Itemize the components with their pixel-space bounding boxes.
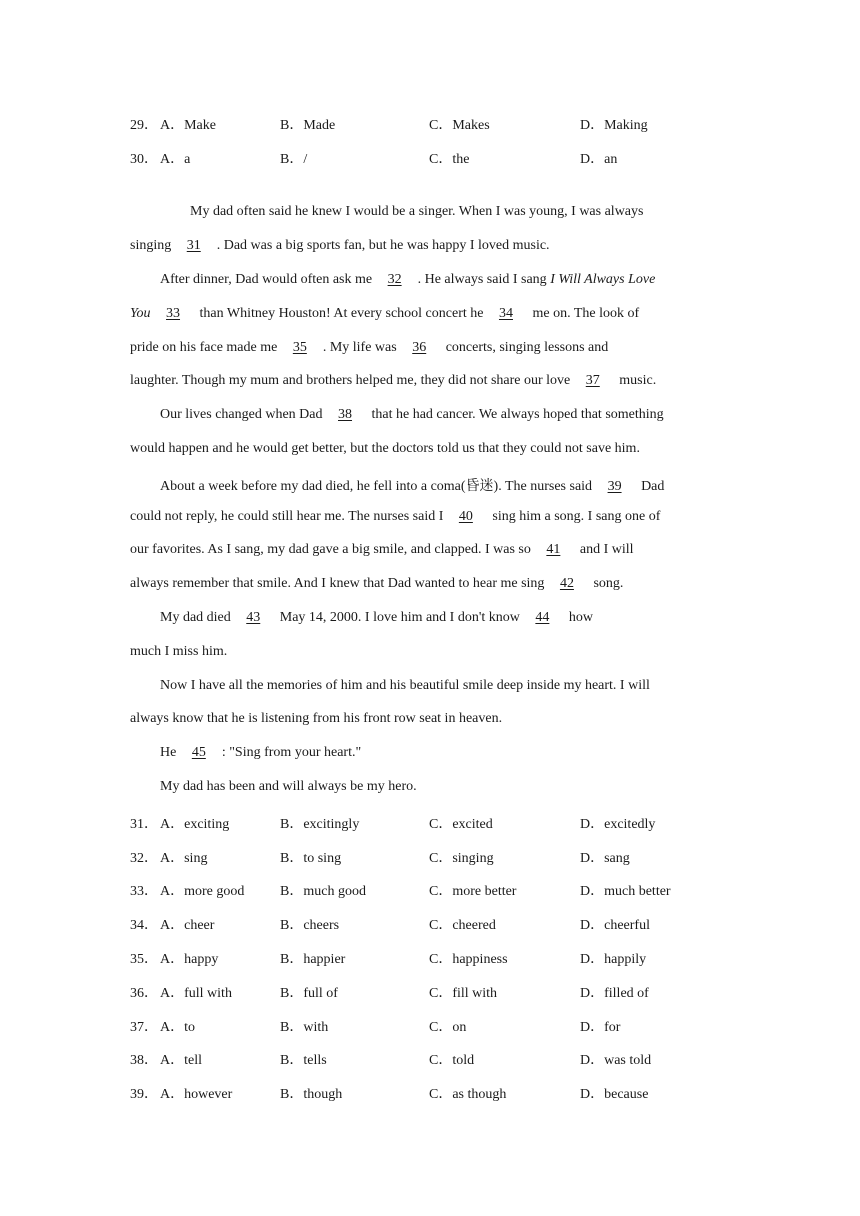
question-number: 34． (130, 918, 158, 933)
option-b: B．excitingly (280, 817, 360, 832)
text-fragment: concerts, singing lessons and (445, 340, 609, 355)
option-c: C．singing (429, 851, 494, 866)
option-a: A．full with (160, 986, 232, 1001)
option-c: C．more better (429, 884, 517, 899)
option-d: D．was told (580, 1053, 652, 1068)
blank-32: 32 (387, 272, 402, 287)
option-d: D．much better (580, 884, 671, 899)
passage-line (130, 644, 730, 664)
text-fragment: . He always said I sang (417, 272, 547, 287)
text-fragment: would happen and he would get better, but the doctors told us that they could not save him. (130, 441, 640, 456)
option-c: C．happiness (429, 952, 508, 967)
text-fragment: My dad has been and will always be my hero. (160, 779, 417, 794)
option-b: B．with (280, 1020, 329, 1035)
passage-line (190, 204, 730, 224)
passage-line (160, 745, 730, 765)
option-d: D．Making (580, 118, 648, 133)
option-d: D．sang (580, 851, 630, 866)
passage-line (160, 475, 730, 495)
passage-line (130, 306, 730, 326)
text-fragment: Now I have all the memories of him and his beautiful smile deep inside my heart. I will (160, 678, 650, 693)
option-b: B．Made (280, 118, 336, 133)
text-fragment: song. (593, 576, 624, 591)
question-number: 37． (130, 1020, 158, 1035)
blank-42: 42 (559, 576, 574, 591)
option-a: A．to (160, 1020, 195, 1035)
question-number: 35． (130, 952, 158, 967)
option-c: C．the (429, 152, 470, 167)
text-fragment: sing him a song. I sang one of (492, 509, 661, 524)
blank-44: 44 (535, 610, 550, 625)
option-a: A．tell (160, 1053, 202, 1068)
question-number: 36． (130, 986, 158, 1001)
text-fragment: singing (130, 238, 172, 253)
blank-35: 35 (292, 340, 307, 355)
option-d: D．cheerful (580, 918, 650, 933)
text-fragment: About a week before my dad died, he fell into a coma(昏迷). The nurses said (160, 479, 593, 494)
option-d: D．because (580, 1087, 649, 1102)
text-fragment: than Whitney Houston! At every school concert he (199, 306, 484, 321)
option-b: B．much good (280, 884, 366, 899)
text-fragment: our favorites. As I sang, my dad gave a big smile, and clapped. I was so (130, 542, 531, 557)
passage-line (130, 373, 730, 393)
question-number: 32． (130, 851, 158, 866)
passage-line (130, 711, 730, 731)
option-d: D．filled of (580, 986, 649, 1001)
blank-37: 37 (585, 373, 600, 388)
blank-39: 39 (607, 479, 622, 494)
option-a: A．Make (160, 118, 216, 133)
option-c: C．cheered (429, 918, 496, 933)
text-fragment: Our lives changed when Dad (160, 407, 323, 422)
blank-34: 34 (498, 306, 513, 321)
option-c: C．Makes (429, 118, 490, 133)
blank-40: 40 (458, 509, 473, 524)
option-b: B．happier (280, 952, 346, 967)
text-fragment: My dad died (160, 610, 231, 625)
question-number: 29． (130, 118, 158, 133)
option-b: B．tells (280, 1053, 327, 1068)
passage-line (160, 610, 730, 630)
text-fragment: . My life was (322, 340, 397, 355)
question-number: 38． (130, 1053, 158, 1068)
passage-line (130, 576, 730, 596)
option-a: A．happy (160, 952, 219, 967)
text-fragment: : "Sing from your heart." (221, 745, 362, 760)
option-d: D．happily (580, 952, 647, 967)
option-b: B．/ (280, 152, 308, 167)
text-fragment: . Dad was a big sports fan, but he was happy I loved music. (216, 238, 550, 253)
blank-43: 43 (246, 610, 261, 625)
text-fragment: that he had cancer. We always hoped that something (371, 407, 664, 422)
option-a: A．more good (160, 884, 245, 899)
passage-line (130, 238, 730, 258)
blank-31: 31 (186, 238, 201, 253)
text-fragment: May 14, 2000. I love him and I don't know (279, 610, 520, 625)
option-b: B．cheers (280, 918, 340, 933)
passage-line (160, 272, 730, 292)
question-number: 39． (130, 1087, 158, 1102)
text-fragment: me on. The look of (532, 306, 640, 321)
option-a: A．however (160, 1087, 233, 1102)
blank-36: 36 (412, 340, 427, 355)
option-c: C．excited (429, 817, 493, 832)
question-number: 30． (130, 152, 158, 167)
text-fragment: laughter. Though my mum and brothers helped me, they did not share our love (130, 373, 571, 388)
passage-line (160, 407, 730, 427)
option-b: B．though (280, 1087, 343, 1102)
option-b: B．full of (280, 986, 338, 1001)
text-fragment: He (160, 745, 177, 760)
text-fragment: always remember that smile. And I knew that Dad wanted to hear me sing (130, 576, 545, 591)
text-fragment: always know that he is listening from his front row seat in heaven. (130, 711, 503, 726)
passage-line (130, 542, 730, 562)
text-fragment: much I miss him. (130, 644, 228, 659)
option-a: A．cheer (160, 918, 215, 933)
option-d: D．excitedly (580, 817, 656, 832)
option-a: A．sing (160, 851, 208, 866)
text-fragment: and I will (579, 542, 634, 557)
blank-38: 38 (338, 407, 353, 422)
option-c: C．fill with (429, 986, 498, 1001)
blank-33: 33 (166, 306, 181, 321)
question-number: 33． (130, 884, 158, 899)
option-b: B．to sing (280, 851, 342, 866)
option-a: A．exciting (160, 817, 230, 832)
option-d: D．an (580, 152, 618, 167)
text-fragment: pride on his face made me (130, 340, 278, 355)
passage-line (130, 509, 730, 529)
option-c: C．as though (429, 1087, 507, 1102)
text-fragment: music. (619, 373, 657, 388)
passage-line (160, 678, 730, 698)
option-d: D．for (580, 1020, 621, 1035)
text-fragment: After dinner, Dad would often ask me (160, 272, 373, 287)
text-fragment: how (568, 610, 593, 625)
option-a: A．a (160, 152, 191, 167)
passage-line (130, 340, 730, 360)
option-c: C．on (429, 1020, 467, 1035)
blank-45: 45 (191, 745, 206, 760)
option-c: C．told (429, 1053, 475, 1068)
song-title: I Will Always Love (550, 272, 656, 287)
text-fragment: could not reply, he could still hear me. The nurses said I (130, 509, 444, 524)
passage-line (160, 779, 730, 799)
blank-41: 41 (546, 542, 561, 557)
passage-line (130, 441, 730, 461)
text-fragment: My dad often said he knew I would be a singer. When I was young, I was always (190, 204, 644, 219)
text-fragment: You (130, 306, 151, 321)
question-number: 31． (130, 817, 158, 832)
text-fragment: Dad (641, 479, 665, 494)
